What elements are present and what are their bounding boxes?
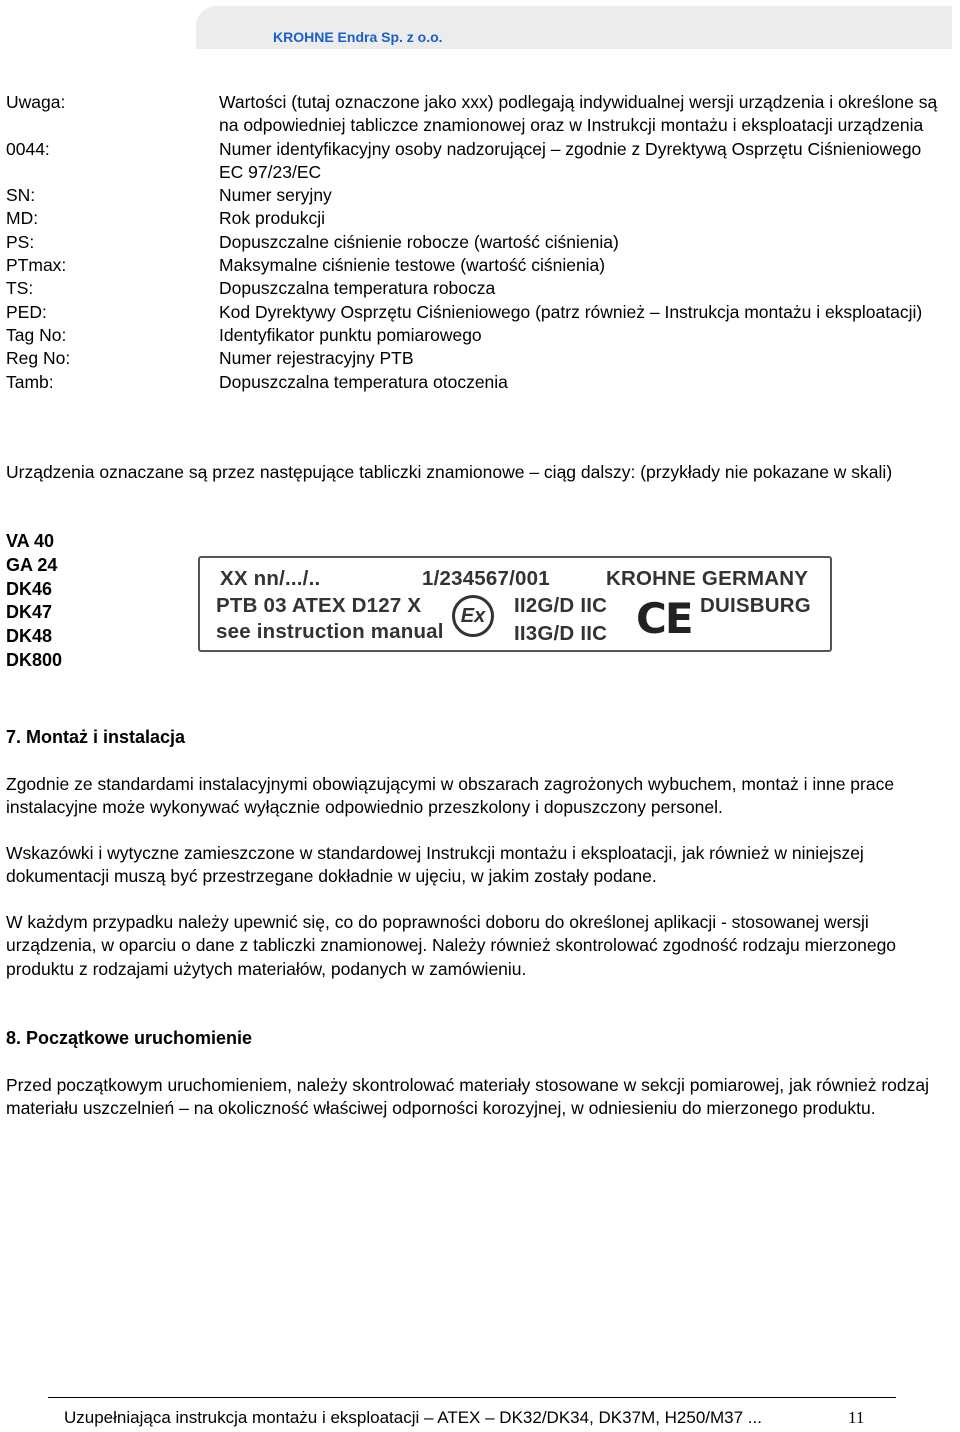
definitions-list (6, 91, 946, 394)
definition-term: Uwaga: (6, 92, 66, 112)
definition-row (6, 138, 946, 185)
model-item: DK46 (6, 578, 53, 599)
section-8-paragraph-1: Przed początkowym uruchomieniem, należy skontrolować materiały stosowane w sekcji pomiarowej, jak również rodzaj materiału uszczelnień – na okoliczność właściwej odporności korozyjnej, w odniesieniu do mierzonego produktu. (6, 1075, 930, 1119)
definition-row (6, 371, 946, 394)
plate-serial: 1/234567/001 (422, 567, 550, 590)
definition-desc: Wartości (tutaj oznaczone jako xxx) podlegają indywidualnej wersji urządzenia i określone są na odpowiedniej tabliczce znamionowej oraz w Instrukcji montażu i eksploatacji urządzenia (219, 92, 938, 136)
footer-title: Uzupełniająca instrukcja montażu i eksploatacji – ATEX – DK32/DK34, DK37M, H250/M37 ... (64, 1408, 762, 1427)
definition-row (6, 184, 946, 207)
nameplate-image (198, 556, 832, 652)
ex-mark-icon: Ex (452, 595, 494, 637)
model-item: DK48 (6, 626, 53, 647)
definition-desc: Numer seryjny (219, 185, 332, 206)
definition-term: Tag No: (6, 324, 67, 345)
section-7-heading: 7. Montaż i instalacja (6, 727, 186, 747)
definition-row (6, 231, 946, 254)
ce-mark-icon: CE (636, 594, 692, 643)
plate-atex-cert: PTB 03 ATEX D127 X (216, 594, 422, 617)
definition-row (6, 277, 946, 300)
definition-row (6, 324, 946, 347)
plate-blank-area (722, 619, 790, 645)
nameplate-intro: Urządzenia oznaczane są przez następujące tabliczki znamionowe – ciąg dalszy: (przykłady nie pokazane w skali) (6, 462, 893, 482)
definition-term: PED: (6, 301, 47, 322)
definition-term: MD: (6, 208, 39, 229)
definition-row (6, 301, 946, 324)
company-name: KROHNE Endra Sp. z o.o. (273, 29, 443, 45)
model-item: DK47 (6, 602, 53, 623)
definition-term: 0044: (6, 138, 50, 159)
footer-divider (48, 1397, 896, 1398)
definition-term: PS: (6, 231, 35, 252)
page-number: 11 (848, 1408, 865, 1427)
definition-desc: Numer rejestracyjny PTB (219, 348, 414, 369)
plate-category-3: II3G/D IIC (514, 622, 608, 645)
definition-desc: Kod Dyrektywy Osprzętu Ciśnieniowego (patrz również – Instrukcja montażu i eksploatacji) (219, 301, 923, 322)
definition-row (6, 254, 946, 277)
plate-city: DUISBURG (700, 594, 811, 617)
plate-manufacturer: KROHNE GERMANY (606, 567, 809, 590)
plate-category-2: II2G/D IIC (514, 594, 608, 617)
definition-desc: Numer identyfikacyjny osoby nadzorującej – zgodnie z Dyrektywą Osprzętu Ciśnieniowego EC 97/23/EC (219, 138, 922, 182)
definition-term: TS: (6, 278, 34, 299)
definition-term: Tamb: (6, 371, 54, 392)
model-item: DK800 (6, 649, 63, 670)
definition-desc: Dopuszczalna temperatura robocza (219, 278, 496, 299)
plate-approval-code: XX nn/.../.. (220, 567, 321, 590)
definition-desc: Maksymalne ciśnienie testowe (wartość ciśnienia) (219, 255, 606, 276)
definition-row (6, 91, 946, 138)
section-7-paragraph-2: Wskazówki i wytyczne zamieszczone w standardowej Instrukcji montażu i eksploatacji, jak również w niniejszej dokumentacji muszą być przestrzegane dokładnie w ujęciu, w jakim zostały podane. (6, 843, 864, 887)
model-list (6, 530, 62, 673)
definition-row (6, 207, 946, 230)
definition-desc: Rok produkcji (219, 208, 326, 229)
model-item: GA 24 (6, 554, 58, 575)
definition-desc: Dopuszczalna temperatura otoczenia (219, 371, 508, 392)
definition-row (6, 347, 946, 370)
definition-desc: Identyfikator punktu pomiarowego (219, 324, 482, 345)
section-8-heading: 8. Początkowe uruchomienie (6, 1028, 253, 1048)
definition-desc: Dopuszczalne ciśnienie robocze (wartość ciśnienia) (219, 231, 619, 252)
definition-term: SN: (6, 185, 36, 206)
plate-instruction-note: see instruction manual (216, 620, 444, 643)
section-7-paragraph-1: Zgodnie ze standardami instalacyjnymi obowiązującymi w obszarach zagrożonych wybuchem, montaż i inne prace instalacyjne może wykonywać wyłącznie odpowiednio przeszkolony i dopuszczony personel. (6, 774, 895, 818)
definition-term: Reg No: (6, 348, 71, 369)
model-item: VA 40 (6, 531, 55, 551)
section-7-paragraph-3: W każdym przypadku należy upewnić się, co do poprawności doboru do określonej aplikacji - stosowanej wersji urządzenia, w oparciu o dane z tabliczki znamionowej. Należy również skontrolować zgodność rodzaju mierzonego produktu z rodzajami użytych materiałów, podanych w zamówieniu. (6, 912, 897, 979)
definition-term: PTmax: (6, 255, 67, 276)
